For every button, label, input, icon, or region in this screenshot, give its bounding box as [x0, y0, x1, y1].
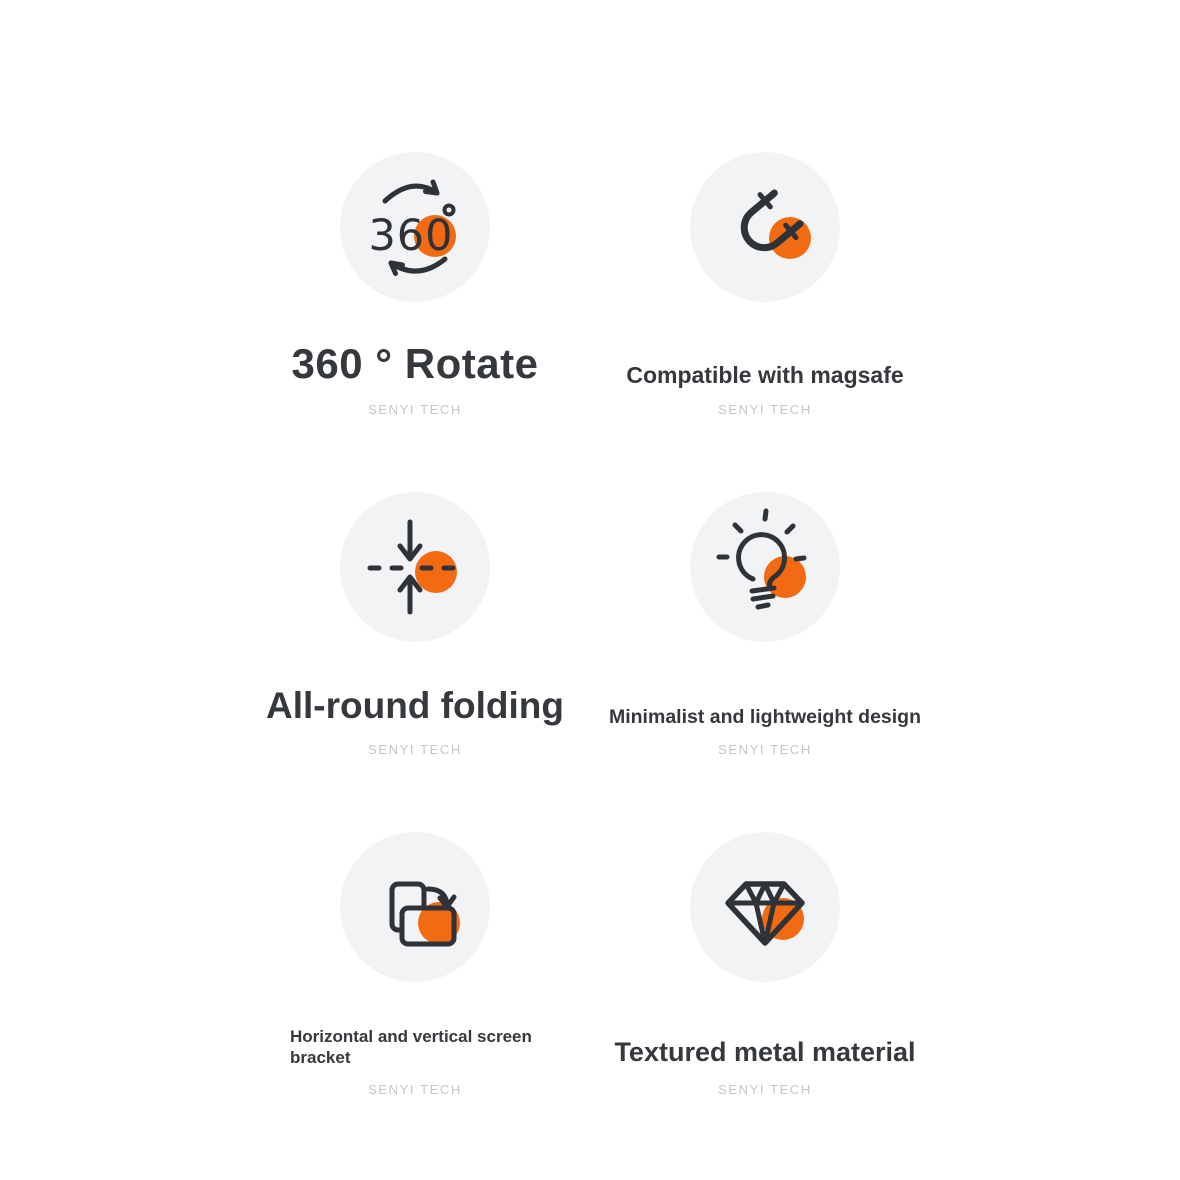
title-box [292, 338, 539, 388]
feature-card-rotate-360 [240, 152, 590, 417]
icon-plate [690, 832, 840, 982]
feature-title: Horizontal and vertical screen bracket [290, 1027, 532, 1067]
feature-card-lightweight [590, 492, 940, 757]
feature-title: All-round folding [266, 685, 564, 727]
brand-caption: SENYI TECH [718, 402, 812, 417]
lightbulb-icon [690, 492, 840, 642]
magnet-icon [690, 152, 840, 302]
compress-arrows-icon [340, 492, 490, 642]
feature-card-magsafe [590, 152, 940, 417]
icon-plate [690, 492, 840, 642]
feature-title: Minimalist and lightweight design [608, 705, 921, 728]
feature-title: 360 ° Rotate [291, 339, 539, 387]
icon-plate [340, 152, 490, 302]
title-box [614, 1018, 915, 1068]
icon-plate [340, 492, 490, 642]
feature-card-folding [240, 492, 590, 757]
feature-title: Textured metal material [614, 1036, 916, 1067]
rotate-360-icon [340, 152, 490, 302]
brand-caption: SENYI TECH [718, 1082, 812, 1097]
brand-caption: SENYI TECH [718, 742, 812, 757]
feature-title: Compatible with magsafe [626, 361, 904, 388]
brand-caption: SENYI TECH [368, 742, 462, 757]
title-box [266, 678, 564, 728]
feature-grid [240, 0, 940, 1097]
brand-caption: SENYI TECH [368, 402, 462, 417]
feature-card-metal [590, 832, 940, 1097]
icon-plate [340, 832, 490, 982]
icon-plate [690, 152, 840, 302]
feature-card-bracket [240, 832, 590, 1097]
screen-rotate-icon [340, 832, 490, 982]
diamond-icon [690, 832, 840, 982]
title-box [626, 338, 903, 388]
svg-text:360: 360 [368, 211, 454, 261]
brand-caption: SENYI TECH [368, 1082, 462, 1097]
title-box [609, 678, 921, 728]
title-box [290, 1018, 540, 1068]
